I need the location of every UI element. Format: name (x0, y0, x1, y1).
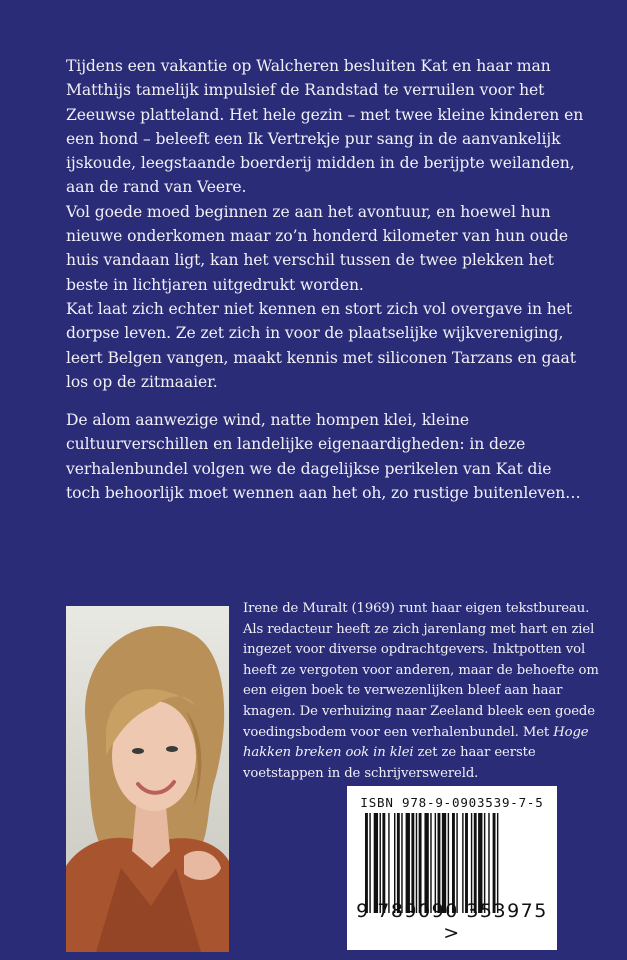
barcode-bar (394, 813, 395, 913)
barcode-bar (430, 813, 431, 913)
blurb-paragraph: De alom aanwezige wind, natte hompen klei, kleine cultuurverschillen en landelijke eigenaardigheden: in deze verhalenbundel volgen we de dagelijkse perikelen van Kat die toch behoorlijk moet wennen aan het oh, zo rustige buitenleven… (66, 411, 581, 503)
author-bio-text (243, 599, 603, 784)
barcode-bar (382, 813, 385, 913)
barcode-bar (493, 813, 496, 913)
blurb-paragraph: Vol goede moed beginnen ze aan het avontuur, en hoewel hun nieuwe onderkomen maar zo’n honderd kilometer van hun oude huis vandaan ligt, kan het verschil tussen de twee plekken het beste in lichtjaren uitgedrukt worden. (66, 202, 568, 294)
barcode-bar (484, 813, 485, 913)
book-title: Hoge hakken breken ook in klei (243, 724, 589, 761)
barcode-bar (397, 813, 400, 913)
barcode-bar (406, 813, 410, 913)
bio-text: Irene de Muralt (1969) runt haar eigen tekstbureau. Als redacteur heeft ze zich jarenlang met hart en ziel ingezet voor diverse opdrachtgevers. Inktpotten vol heeft ze vergoten voor anderen, maar de behoefte om een eigen boek te verwezenlijken bleef aan haar knagen. De verhuizing naar Zeeland bleek een goede voedingsbodem voor een verhalenbundel. (243, 601, 599, 740)
bio-prefix: Met (522, 724, 550, 740)
barcode-digits: 9 789090 353975 > (356, 900, 548, 944)
barcode-bar (435, 813, 436, 913)
author-photo (66, 606, 229, 952)
author-bio (243, 599, 603, 784)
barcode-bar (497, 813, 498, 913)
back-cover-blurb (66, 54, 586, 505)
barcode-bar (365, 813, 368, 913)
barcode-bar (474, 813, 477, 913)
isbn-label: ISBN 978-9-0903539-7-5 (360, 795, 544, 810)
barcode-bar (438, 813, 441, 913)
barcode-bar (462, 813, 463, 913)
isbn-barcode (347, 786, 557, 950)
barcode-bar (471, 813, 472, 913)
barcode-bar (488, 813, 489, 913)
barcode-bar (424, 813, 428, 913)
barcode-bar (478, 813, 482, 913)
barcode-bars (365, 813, 539, 913)
barcode-bar (369, 813, 370, 913)
barcode-bar (380, 813, 381, 913)
barcode-bar (456, 813, 457, 913)
blurb-paragraph: Kat laat zich echter niet kennen en stort zich vol overgave in het dorpse leven. Ze zet zich in voor de plaatselijke wijkvereniging, leert Belgen vangen, maakt kennis met siliconen Tarzans en gaat los op de zitmaaier. (66, 299, 576, 391)
bio-suffix: zet ze haar eerste voetstappen in de schrijverswereld. (243, 745, 536, 781)
author-portrait-image (66, 606, 229, 952)
barcode-bar (411, 813, 414, 913)
barcode-bar (374, 813, 378, 913)
barcode-bar (452, 813, 455, 913)
barcode-bar (465, 813, 468, 913)
barcode-bar (401, 813, 402, 913)
blurb-paragraph: Tijdens een vakantie op Walcheren besluiten Kat en haar man Matthijs tamelijk impulsief de Randstad te verruilen voor het Zeeuwse platteland. Het hele gezin – met twee kleine kinderen en een hond – beleeft een Ik Vertrekje pur sang in de aanvankelijk ijskoude, leegstaande boerderij midden in de berijpte weilanden, aan de rand van Veere. (66, 57, 584, 197)
barcode-bar (419, 813, 422, 913)
barcode-bar (416, 813, 417, 913)
barcode-bar (442, 813, 446, 913)
barcode-bar (388, 813, 389, 913)
barcode-bar (448, 813, 449, 913)
